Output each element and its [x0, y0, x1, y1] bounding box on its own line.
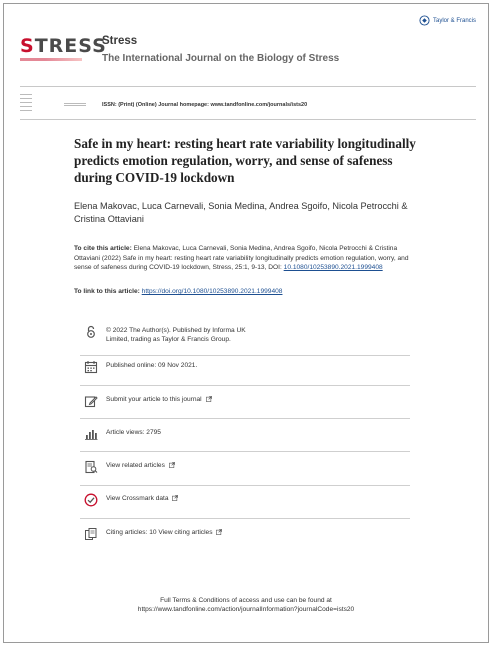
- article-views: Article views: 2795: [106, 429, 161, 436]
- logo-prefix: S: [20, 35, 35, 57]
- article-link-block: [74, 288, 282, 295]
- link-label: To link to this article:: [74, 288, 140, 295]
- published-date: Published online: 09 Nov 2021.: [106, 362, 198, 369]
- cover-thumbnail: [20, 94, 32, 116]
- cite-label: To cite this article:: [74, 245, 132, 252]
- terms-url[interactable]: https://www.tandfonline.com/action/journalInformation?journalCode=ists20: [137, 606, 355, 613]
- citing-articles-icon: [84, 527, 98, 541]
- crossmark-item[interactable]: [84, 493, 424, 507]
- external-link-icon: [216, 529, 222, 535]
- citing-item[interactable]: [84, 527, 424, 541]
- taylor-francis-icon: [419, 15, 430, 26]
- published-item: [84, 360, 424, 374]
- title-divider: [20, 119, 476, 120]
- article-authors: Elena Makovac, Luca Carnevali, Sonia Medina, Andrea Sgoifo, Nicola Petrocchi & Cristina Ottaviani: [74, 201, 408, 224]
- doi-link[interactable]: 10.1080/10253890.2021.1999408: [283, 264, 383, 272]
- crossmark-icon: [84, 493, 98, 507]
- license-item: [84, 325, 424, 344]
- article-title: Safe in my heart: resting heart rate variability longitudinally predicts emotion regulation, worry, and sense of safeness during COVID-19 lockdown: [74, 136, 416, 185]
- related-item[interactable]: [84, 460, 424, 474]
- terms-footer: [4, 596, 488, 614]
- header-divider: [20, 86, 476, 87]
- pencil-icon: [84, 394, 98, 408]
- view-crossmark-link[interactable]: View Crossmark data: [106, 495, 169, 502]
- external-link-icon: [206, 396, 212, 402]
- external-link-icon: [169, 462, 175, 468]
- submit-item[interactable]: [84, 394, 424, 408]
- license-text: © 2022 The Author(s). Published by Informa UK Limited, trading as Taylor & Francis Group.: [106, 327, 246, 343]
- calendar-icon: [84, 360, 98, 374]
- submit-article-link[interactable]: Submit your article to this journal: [106, 396, 202, 403]
- related-articles-icon: [84, 460, 98, 474]
- journal-name[interactable]: Stress: [102, 35, 138, 47]
- view-related-link[interactable]: View related articles: [106, 462, 165, 469]
- journal-header: [4, 4, 488, 96]
- publisher-logo: [419, 15, 476, 26]
- journal-subtitle: The International Journal on the Biology of Stress: [102, 53, 340, 64]
- cover-thumbnail-mark: [64, 103, 86, 106]
- article-url-link[interactable]: https://doi.org/10.1080/10253890.2021.1999408: [141, 288, 283, 295]
- logo-text: TRESS: [34, 35, 107, 57]
- publisher-name: Taylor & Francis: [432, 17, 476, 24]
- bar-chart-icon: [84, 427, 98, 441]
- issn-line[interactable]: ISSN: (Print) (Online) Journal homepage: www.tandfonline.com/journals/ists20: [102, 102, 308, 108]
- views-item: [84, 427, 424, 441]
- cite-text: Elena Makovac, Luca Carnevali, Sonia Medina, Andrea Sgoifo, Nicola Petrocchi & Cristina Ottaviani (2022) Safe in my heart: resting heart rate variability longitudinally predicts emotion regulation, worry, and sense of safeness during COVID-19 lockdown, Stress, 25:1, 9-13, DOI:: [74, 245, 409, 272]
- citing-articles-link[interactable]: Citing articles: 10 View citing articles: [106, 529, 213, 536]
- open-access-icon: [84, 325, 98, 339]
- journal-logo: [20, 35, 107, 61]
- terms-line: Full Terms & Conditions of access and use can be found at: [160, 597, 332, 604]
- external-link-icon: [172, 495, 178, 501]
- pdf-cover-page: [3, 3, 489, 643]
- citation-block: [74, 244, 424, 273]
